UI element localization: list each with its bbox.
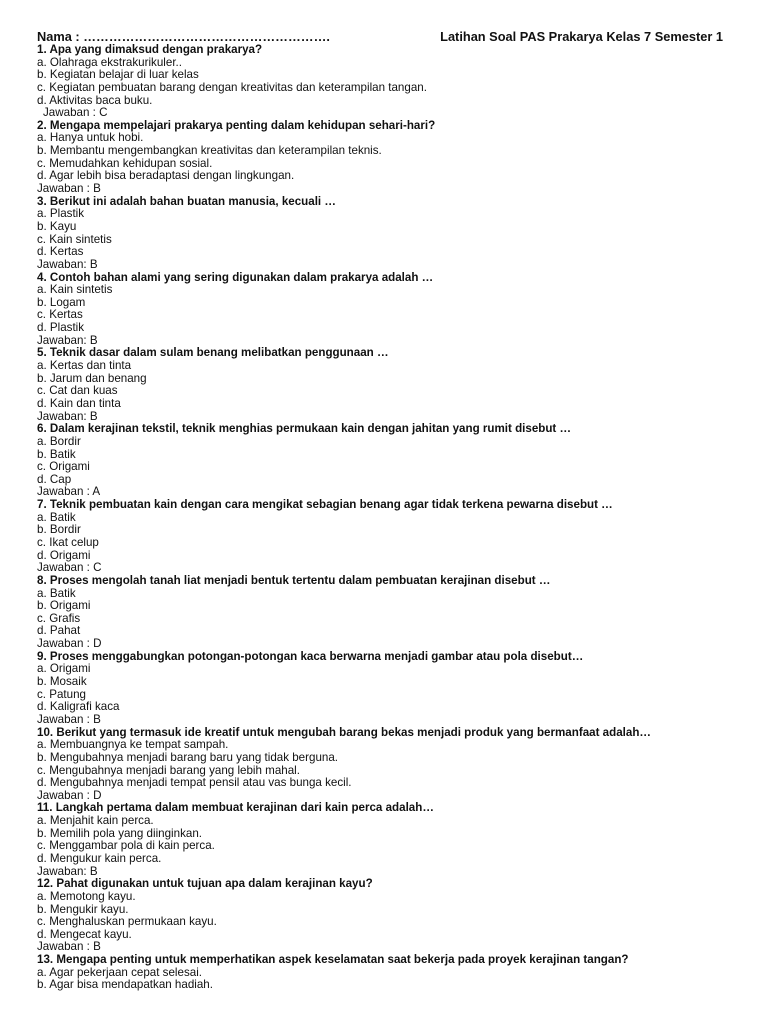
answer-option: d. Mengubahnya menjadi tempat pensil atau vas bunga kecil.	[37, 777, 352, 790]
answer-option: d. Origami	[37, 549, 91, 562]
answer-option: a. Memotong kayu.	[37, 890, 136, 903]
answer-option: c. Ikat celup	[37, 536, 99, 549]
answer-key: Jawaban : B	[37, 183, 101, 196]
question-block	[37, 954, 737, 992]
answer-option: d. Cap	[37, 473, 72, 486]
answer-option: a. Membuangnya ke tempat sampah.	[37, 739, 229, 752]
question-text: 4. Contoh bahan alami yang sering digunakan dalam prakarya adalah …	[37, 271, 434, 284]
question-text: 10. Berikut yang termasuk ide kreatif untuk mengubah barang bekas menjadi produk yang bermanfaat adalah…	[37, 726, 651, 739]
answer-option: b. Membantu mengembangkan kreativitas dan keterampilan teknis.	[37, 145, 382, 158]
worksheet-page	[37, 30, 737, 992]
answer-option: b. Logam	[37, 296, 86, 309]
answer-option: a. Olahraga ekstrakurikuler..	[37, 56, 182, 69]
question-text: 6. Dalam kerajinan tekstil, teknik menghias permukaan kain dengan jahitan yang rumit disebut …	[37, 423, 572, 436]
answer-option: a. Kain sintetis	[37, 284, 113, 297]
answer-option: a. Batik	[37, 511, 76, 524]
question-list	[37, 44, 737, 992]
question-block	[37, 651, 737, 727]
answer-option: d. Kertas	[37, 246, 84, 259]
worksheet-title: Latihan Soal PAS Prakarya Kelas 7 Semester 1	[440, 29, 723, 44]
answer-option: a. Origami	[37, 663, 91, 676]
answer-option: b. Bordir	[37, 524, 81, 537]
answer-option: b. Batik	[37, 448, 76, 461]
question-block	[37, 44, 737, 120]
question-text: 12. Pahat digunakan untuk tujuan apa dalam kerajinan kayu?	[37, 878, 373, 891]
question-block	[37, 878, 737, 954]
answer-option: c. Kertas	[37, 309, 83, 322]
question-block	[37, 272, 737, 348]
answer-key: Jawaban : B	[37, 941, 101, 954]
answer-option: d. Plastik	[37, 322, 85, 335]
answer-option: c. Memudahkan kehidupan sosial.	[37, 157, 213, 170]
question-block	[37, 423, 737, 499]
answer-option: a. Menjahit kain perca.	[37, 815, 154, 828]
question-block	[37, 727, 737, 803]
answer-option: c. Grafis	[37, 612, 81, 625]
answer-option: c. Cat dan kuas	[37, 385, 118, 398]
question-block	[37, 499, 737, 575]
answer-option: a. Batik	[37, 587, 76, 600]
question-text: 8. Proses mengolah tanah liat menjadi bentuk tertentu dalam pembuatan kerajinan disebut …	[37, 574, 551, 587]
answer-option: b. Origami	[37, 600, 91, 613]
question-text: 2. Mengapa mempelajari prakarya penting dalam kehidupan sehari-hari?	[37, 119, 436, 132]
answer-key: Jawaban : C	[37, 562, 102, 575]
answer-option: d. Kaligrafi kaca	[37, 701, 120, 714]
answer-option: c. Origami	[37, 461, 90, 474]
answer-option: a. Plastik	[37, 208, 85, 221]
answer-option: c. Menggambar pola di kain perca.	[37, 840, 215, 853]
answer-option: d. Pahat	[37, 625, 81, 638]
answer-key: Jawaban : B	[37, 713, 101, 726]
answer-key: Jawaban: B	[37, 258, 98, 271]
worksheet-header	[37, 30, 737, 44]
answer-option: c. Mengubahnya menjadi barang yang lebih mahal.	[37, 764, 300, 777]
answer-option: c. Kain sintetis	[37, 233, 112, 246]
question-text: 7. Teknik pembuatan kain dengan cara mengikat sebagian benang agar tidak terkena pewarna disebut …	[37, 499, 613, 512]
question-text: 9. Proses menggabungkan potongan-potongan kaca berwarna menjadi gambar atau pola disebut…	[37, 650, 584, 663]
answer-key: Jawaban : C	[43, 107, 108, 120]
answer-key: Jawaban : D	[37, 789, 102, 802]
question-text: 5. Teknik dasar dalam sulam benang melibatkan penggunaan …	[37, 347, 389, 360]
question-text: 1. Apa yang dimaksud dengan prakarya?	[37, 44, 263, 56]
answer-option: a. Agar pekerjaan cepat selesai.	[37, 966, 202, 979]
answer-key: Jawaban: B	[37, 865, 98, 878]
answer-option: c. Menghaluskan permukaan kayu.	[37, 916, 217, 929]
question-block	[37, 347, 737, 423]
answer-option: b. Kayu	[37, 220, 77, 233]
answer-option: b. Kegiatan belajar di luar kelas	[37, 69, 199, 82]
answer-option: c. Kegiatan pembuatan barang dengan kreativitas dan keterampilan tangan.	[37, 81, 427, 94]
answer-option: b. Memilih pola yang diinginkan.	[37, 827, 202, 840]
answer-option: b. Jarum dan benang	[37, 372, 147, 385]
question-text: 11. Langkah pertama dalam membuat kerajinan dari kain perca adalah…	[37, 802, 434, 815]
answer-option: c. Patung	[37, 688, 86, 701]
answer-key: Jawaban : D	[37, 638, 102, 651]
answer-option: b. Mengubahnya menjadi barang baru yang tidak berguna.	[37, 751, 339, 764]
answer-option: d. Kain dan tinta	[37, 397, 121, 410]
answer-option: a. Hanya untuk hobi.	[37, 132, 144, 145]
question-block	[37, 120, 737, 196]
answer-option: b. Mosaik	[37, 676, 87, 689]
answer-option: b. Mengukir kayu.	[37, 903, 129, 916]
answer-key: Jawaban: B	[37, 410, 98, 423]
answer-option: d. Mengukur kain perca.	[37, 853, 162, 865]
answer-option: a. Kertas dan tinta	[37, 360, 132, 373]
answer-option: d. Mengecat kayu.	[37, 928, 132, 941]
answer-option: a. Bordir	[37, 435, 81, 448]
answer-option: d. Aktivitas baca buku.	[37, 94, 153, 107]
answer-option: d. Agar lebih bisa beradaptasi dengan lingkungan.	[37, 170, 295, 183]
question-block	[37, 802, 737, 878]
question-text: 3. Berikut ini adalah bahan buatan manusia, kecuali …	[37, 195, 336, 208]
question-text: 13. Mengapa penting untuk memperhatikan aspek keselamatan saat bekerja pada proyek kerajinan tangan?	[37, 954, 629, 967]
answer-option: b. Agar bisa mendapatkan hadiah.	[37, 979, 213, 992]
student-name-field: Nama : ………………………………………………….	[37, 29, 330, 44]
question-block	[37, 196, 737, 272]
answer-key: Jawaban: B	[37, 334, 98, 347]
answer-key: Jawaban : A	[37, 486, 101, 499]
question-block	[37, 575, 737, 651]
